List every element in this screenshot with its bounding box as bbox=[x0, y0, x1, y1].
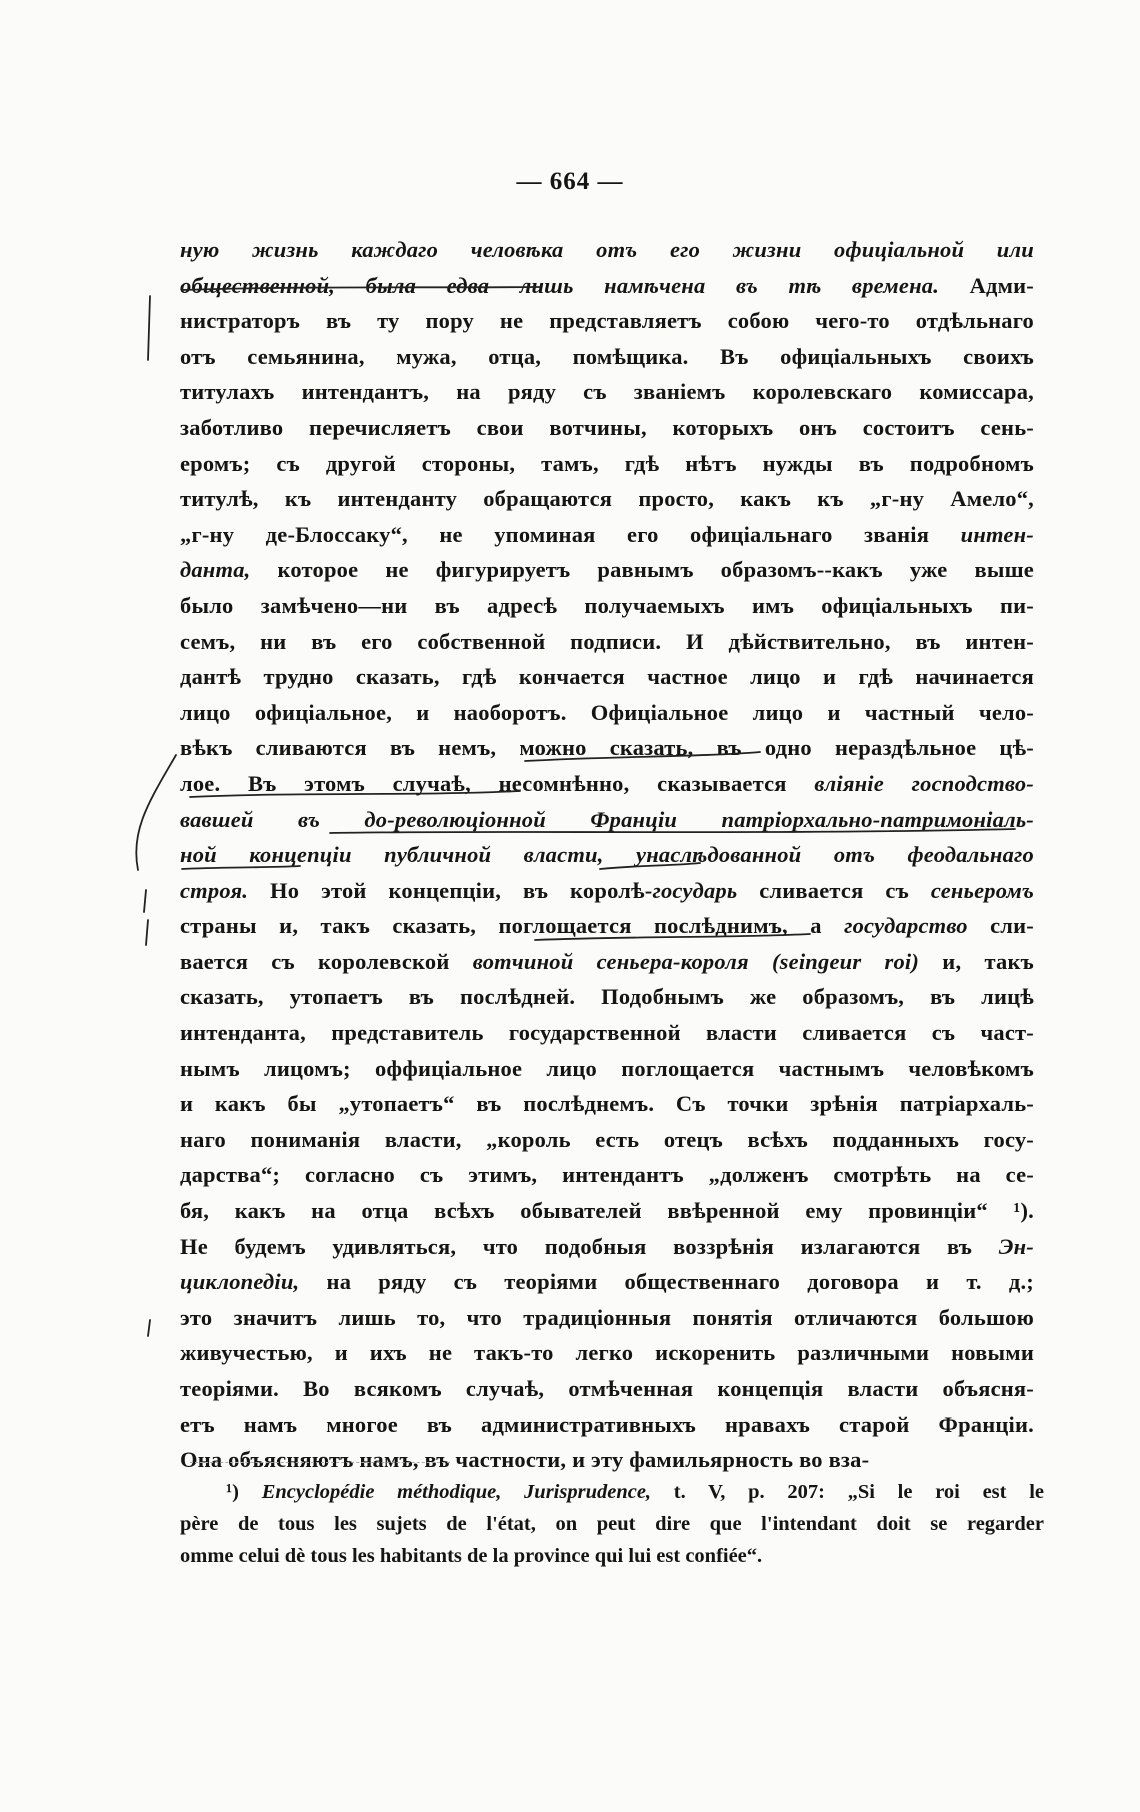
text-segment: нымъ лицомъ; оффиціальное лицо поглощается частнымъ человѣкомъ bbox=[180, 1055, 1034, 1081]
text-segment: omme celui dè tous les habitants de la province qui lui est confiée“. bbox=[180, 1545, 763, 1567]
text-line bbox=[180, 410, 1034, 446]
text-segment: и, такъ bbox=[919, 948, 1034, 974]
text-segment: ¹) bbox=[226, 1481, 262, 1503]
text-segment: нистраторъ въ ту пору не представляетъ собою чего-то отдѣльнаго bbox=[180, 308, 1034, 334]
text-line bbox=[180, 624, 1034, 660]
text-line bbox=[180, 837, 1034, 873]
text-line bbox=[180, 979, 1034, 1015]
text-segment: лицо офиціальное, и наоборотъ. Офиціальное лицо и частный чело- bbox=[180, 699, 1034, 725]
text-segment: père de tous les sujets de l'état, on peut dire que l'intendant doit se regarder bbox=[180, 1513, 1044, 1535]
italic-text: ной концепціи публичной власти, унаслѣдованной отъ феодальнаго bbox=[180, 842, 1034, 868]
text-segment: етъ намъ многое въ административныхъ нравахъ старой Франціи. bbox=[180, 1411, 1034, 1437]
italic-text: государь bbox=[652, 877, 738, 903]
text-line bbox=[180, 339, 1034, 375]
footnote-line bbox=[180, 1508, 1044, 1540]
italic-text: государство bbox=[844, 913, 968, 939]
text-segment: живучестью, и ихъ не такъ-то легко искоренить различными новыми bbox=[180, 1340, 1034, 1366]
text-segment: на ряду съ теоріями общественнаго договора и т. д.; bbox=[299, 1269, 1034, 1295]
main-text bbox=[180, 232, 1034, 1478]
italic-text: циклопедіи, bbox=[180, 1269, 300, 1295]
text-line bbox=[180, 802, 1034, 838]
text-line bbox=[180, 1015, 1034, 1051]
text-line bbox=[180, 766, 1034, 802]
text-segment: наго пониманія власти, „король есть отецъ всѣхъ подданныхъ госу- bbox=[180, 1126, 1034, 1152]
text-segment: страны и, такъ сказать, поглощается послѣднимъ, а bbox=[180, 913, 845, 939]
text-segment: которое не фигурируетъ равнымъ образомъ--какъ уже выше bbox=[250, 557, 1034, 583]
text-line bbox=[180, 268, 1034, 304]
footnote-divider bbox=[190, 1462, 450, 1463]
text-segment: Она объясняютъ намъ, въ частности, и эту фамильярность во вза- bbox=[180, 1447, 870, 1473]
italic-text: ную жизнь каждаго человѣка отъ его жизни офиціальной или bbox=[180, 237, 1034, 262]
text-line bbox=[180, 1264, 1034, 1300]
text-line bbox=[180, 1371, 1034, 1407]
text-segment: интенданта, представитель государственной власти сливается съ част- bbox=[180, 1020, 1034, 1046]
text-line bbox=[180, 481, 1034, 517]
text-segment: дарства“; согласно съ этимъ, интендантъ „долженъ смотрѣть на се- bbox=[180, 1162, 1034, 1188]
text-segment: было замѣчено—ни въ адресѣ получаемыхъ имъ офиціальныхъ пи- bbox=[180, 592, 1034, 618]
text-segment: Но этой концепціи, въ королѣ- bbox=[248, 877, 653, 903]
text-segment: сливается съ bbox=[737, 877, 931, 903]
italic-text: общественной, была едва лишь намѣчена въ тѣ времена. bbox=[180, 272, 940, 298]
text-segment: теоріями. Во всякомъ случаѣ, отмѣченная концепція власти объясня- bbox=[180, 1376, 1034, 1401]
text-line bbox=[180, 303, 1034, 339]
text-segment: и какъ бы „утопаетъ“ въ послѣднемъ. Съ точки зрѣнія патріархаль- bbox=[180, 1091, 1034, 1117]
text-segment: Не будемъ удивляться, что подобныя воззрѣнія излагаются въ bbox=[180, 1233, 999, 1259]
italic-text: вавшей въ до-революціонной Франціи патріорхально-патримоніаль- bbox=[180, 806, 1034, 832]
text-segment: дантѣ трудно сказать, гдѣ кончается частное лицо и гдѣ начинается bbox=[180, 664, 1034, 690]
text-line bbox=[180, 659, 1034, 695]
text-segment: Адми- bbox=[939, 272, 1034, 298]
text-line bbox=[180, 1229, 1034, 1265]
text-segment: титулахъ интендантъ, на ряду съ званіемъ королевскаго комиссара, bbox=[180, 379, 1034, 405]
text-line bbox=[180, 908, 1034, 944]
italic-text: строя. bbox=[180, 877, 249, 903]
text-segment: сказать, утопаетъ въ послѣдней. Подобнымъ же образомъ, въ лицѣ bbox=[180, 984, 1034, 1010]
text-line bbox=[180, 873, 1034, 909]
text-segment: сли- bbox=[967, 913, 1034, 939]
text-line bbox=[180, 232, 1034, 268]
margin-mark-top bbox=[148, 296, 150, 360]
text-line bbox=[180, 552, 1034, 588]
text-line bbox=[180, 1442, 1034, 1478]
page-number: — 664 — bbox=[516, 168, 624, 195]
text-line bbox=[180, 1157, 1034, 1193]
margin-tick-3 bbox=[148, 1320, 150, 1336]
margin-tick-2 bbox=[146, 920, 148, 945]
text-line bbox=[180, 1086, 1034, 1122]
text-line bbox=[180, 588, 1034, 624]
text-segment: титулѣ, къ интенданту обращаются просто, какъ къ „г-ну Амело“, bbox=[180, 486, 1034, 512]
italic-text: Эн- bbox=[998, 1233, 1034, 1259]
italic-text: вотчиной сеньера-короля (seingeur roi) bbox=[472, 948, 920, 974]
text-line bbox=[180, 1335, 1034, 1371]
text-segment: бя, какъ на отца всѣхъ обывателей ввѣренной ему провинціи“ ¹). bbox=[180, 1198, 1034, 1224]
margin-bracket-mid bbox=[136, 755, 176, 870]
text-line bbox=[180, 517, 1034, 553]
text-line bbox=[180, 1300, 1034, 1336]
text-segment: t. V, p. 207: „Si le roi est le bbox=[651, 1481, 1044, 1503]
text-segment: отъ семьянина, мужа, отца, помѣщика. Въ офиціальныхъ своихъ bbox=[180, 343, 1034, 369]
text-line bbox=[180, 1122, 1034, 1158]
text-segment: это значитъ лишь то, что традиціонныя понятія отличаются большою bbox=[180, 1304, 1034, 1330]
text-segment: „г-ну де-Блоссаку“, не упоминая его офиціальнаго званія bbox=[180, 521, 961, 547]
text-segment: заботливо перечисляетъ свои вотчины, которыхъ онъ состоитъ сень- bbox=[180, 414, 1034, 440]
text-line bbox=[180, 374, 1034, 410]
italic-text: сеньеромъ bbox=[930, 877, 1034, 903]
italic-text: Encyclopédie méthodique, Jurisprudence, bbox=[261, 1481, 652, 1503]
text-line bbox=[180, 1407, 1034, 1443]
text-segment: еромъ; съ другой стороны, тамъ, гдѣ нѣтъ нужды въ подробномъ bbox=[180, 450, 1034, 476]
text-line bbox=[180, 1193, 1034, 1229]
text-segment: лое. Въ этомъ случаѣ, несомнѣнно, сказывается bbox=[180, 770, 815, 796]
text-line bbox=[180, 944, 1034, 980]
text-line bbox=[180, 446, 1034, 482]
text-segment: семъ, ни въ его собственной подписи. И дѣйствительно, въ интен- bbox=[180, 628, 1034, 654]
text-segment: вается съ королевской bbox=[180, 948, 473, 974]
margin-tick-1 bbox=[144, 890, 146, 912]
italic-text: интен- bbox=[960, 521, 1034, 547]
text-line bbox=[180, 695, 1034, 731]
text-line bbox=[180, 1051, 1034, 1087]
footnote-line bbox=[180, 1476, 1044, 1508]
footnote-line bbox=[180, 1540, 1044, 1572]
italic-text: вліяніе господство- bbox=[814, 770, 1034, 796]
footnote bbox=[180, 1476, 1044, 1572]
text-segment: вѣкъ сливаются въ немъ, можно сказать, въ одно нераздѣльное цѣ- bbox=[180, 735, 1034, 761]
italic-text: данта, bbox=[180, 557, 251, 583]
text-line bbox=[180, 730, 1034, 766]
